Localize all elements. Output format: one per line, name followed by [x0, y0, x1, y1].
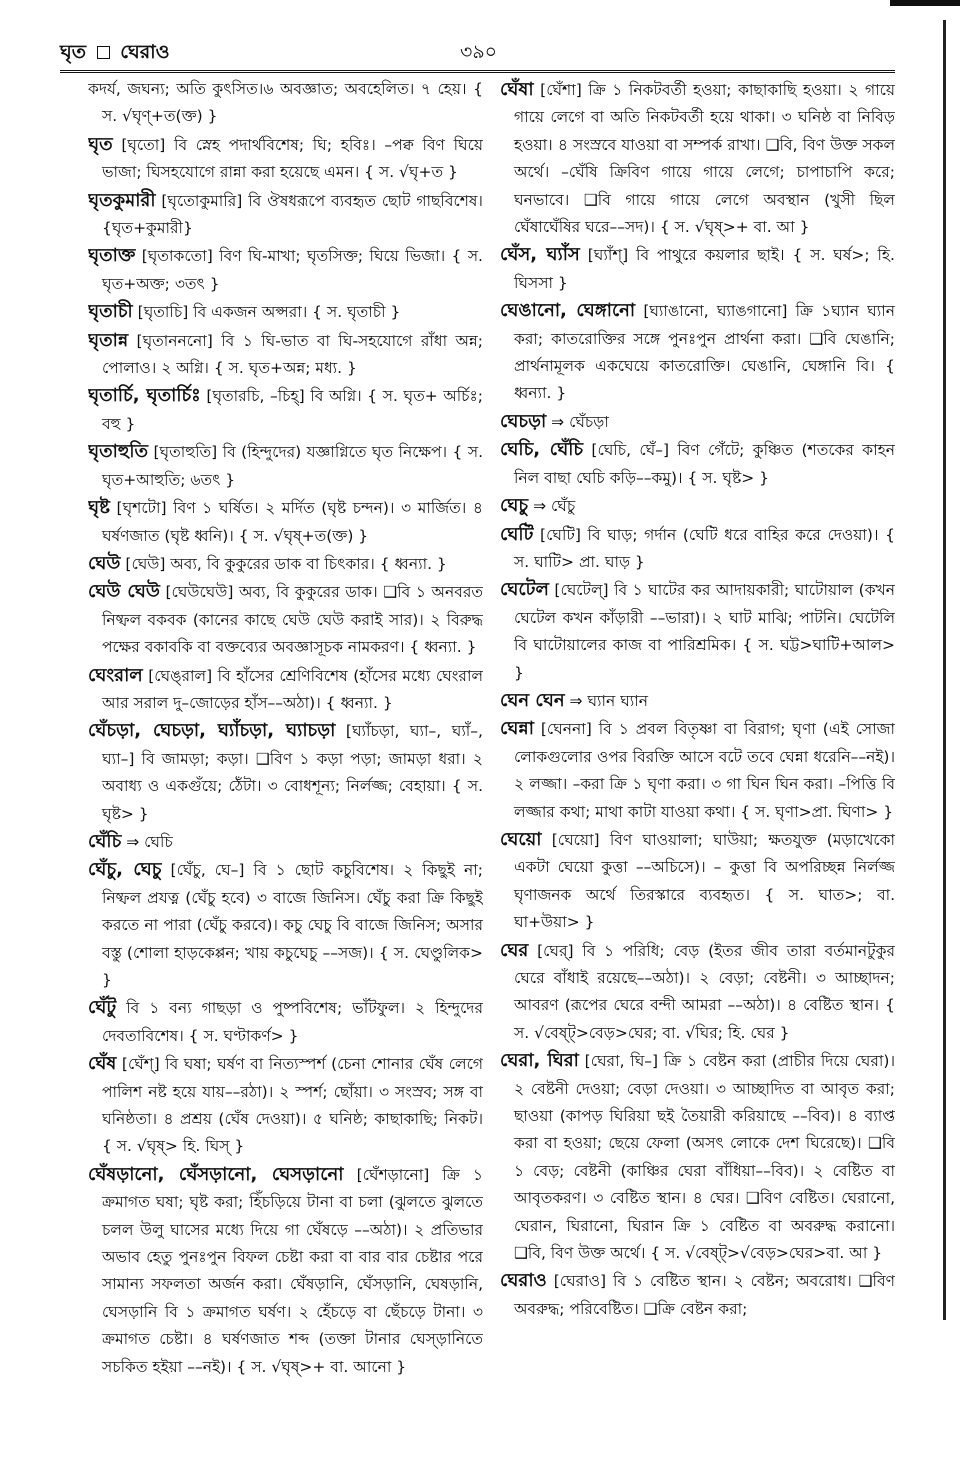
entry-headword: ঘৃতার্চি, ঘৃতার্চিঃ: [88, 385, 201, 407]
dictionary-entry: [88, 578, 483, 661]
entry-definition: [ঘৃতাচি] বি একজন অপ্সরা। { স. ঘৃতাচী }: [137, 303, 401, 322]
dictionary-entry: [88, 327, 483, 383]
entry-definition: ⇒ ঘেঁচু: [533, 497, 576, 516]
entry-definition: [ঘেঁশড়ানো] ক্রি ১ ক্রমাগত ঘষা; ঘৃষ্ট করা; হিঁচড়িয়ে টানা বা চলা (ঝুলতে ঝুলতে চলল উলু ঘাসের মধ্যে দিয়ে গা ঘেঁষড়ে ––অঠা)। ২ প্রতিভার অভাব হেতু পুনঃপুন বিফল চেষ্টা করা বা বার বার চেষ্টার পরে সামান্য সফলতা অর্জন করা। ঘেঁষড়ানি, ঘেঁসড়ানি, ঘেষড়ানি, ঘেসড়ানি বি ১ ক্রমাগত ঘর্ষণ। ২ হেঁচড়ে বা ছেঁচড়ে টানা। ৩ ক্রমাগত চেষ্টা। ৪ ঘর্ষণজাত শব্দ (তক্তা টানার ঘেস্‌ড়ানিতে সচকিত হইয়া ––নই)। { স. √ঘৃষ্‌>+ বা. আনো }: [102, 1165, 483, 1376]
dictionary-entry: [500, 76, 895, 241]
dictionary-entry: [88, 1050, 483, 1161]
entry-headword: ঘেটি: [500, 523, 534, 545]
entry-headword: ঘেন্না: [500, 718, 534, 740]
entry-definition: [ঘেউঘেউ] অব্য, বি কুকুরের ডাক। ❑বি ১ অনবরত নিষ্ফল বকবক (কানের কাছে ঘেউ ঘেউ করাই সার)। ২ বিরুদ্ধ পক্ষের বকাবকি বা বক্তব্যের অবজ্ঞাসূচক নামকরণ। { ধ্বন্যা. }: [102, 583, 483, 657]
entry-definition: [ঘেটি] বি ঘাড়; গর্দান (ঘেটি ধরে বাহির করে দেওয়া)। { স. ঘাটি> প্রা. ঘাড় }: [514, 525, 895, 571]
dictionary-entry: [500, 492, 895, 520]
dictionary-entry: [88, 187, 483, 243]
guide-word-first: ঘৃত: [60, 41, 86, 63]
dictionary-entry: [500, 297, 895, 408]
entry-definition: ⇒ ঘেচি: [126, 832, 173, 851]
entry-headword: ঘেরা, ঘিরা: [500, 1050, 579, 1072]
entry-definition: কদর্য, জঘন্য; অতি কুৎসিত।৬ অবজ্ঞাত; অবহেলিত। ৭ হেয়। { স. √ঘৃণ্‌+ত(ক্ত) }: [88, 80, 483, 126]
entry-headword: ঘৃতাহুতি: [88, 441, 148, 463]
entry-headword: ঘেঁষ: [88, 1053, 117, 1075]
dictionary-entry: [500, 436, 895, 492]
dictionary-entry: [88, 494, 483, 550]
entry-definition: [ঘৃতাহুতি] বি (হিন্দুদের) যজ্ঞাগ্নিতে ঘৃত নিক্ষেপ। { স. ঘৃত+আহুতি; ৬তৎ }: [102, 443, 483, 489]
entry-headword: ঘেচি, ঘেঁচি: [500, 439, 584, 461]
entry-headword: ঘৃত: [88, 133, 113, 155]
page-number: ৩৯০: [460, 41, 498, 63]
dictionary-entry: [88, 382, 483, 438]
dictionary-entry: [500, 1267, 895, 1323]
entry-definition: ⇒ ঘেঁচড়া: [551, 412, 609, 431]
entry-headword: ঘেঙানো, ঘেঙ্গানো: [500, 300, 636, 322]
entry-definition: [ঘের্] বি ১ পরিধি; বেড় (ইতর জীব তারা বর্তমানটুকুর ঘেরে বাঁধাই রয়েছে––অঠা)। ২ বেড়া; বেষ্টনী। ৩ আচ্ছাদন; আবরণ (রূপের ঘেরে বন্দী আমরা ––অঠা)। ৪ বেষ্টিত স্থান। { স. √বেষ্ট্‌>বেড়>ঘের; বা. √ঘির; হি. ঘের }: [514, 941, 895, 1042]
dictionary-entry: [88, 550, 483, 578]
entry-definition: [ঘেরা, ঘি–] ক্রি ১ বেষ্টন করা (প্রাচীর দিয়ে ঘেরা)। ২ বেষ্টনী দেওয়া; বেড়া দেওয়া। ৩ আচ্ছাদিত বা আবৃত করা; ছাওয়া (কাপড় ঘিরিয়া ছই তৈয়ারী করিয়াছে ––বিব)। ৪ ব্যাপ্ত করা বা হওয়া; ছেয়ে ফেলা (অসৎ লোকে দেশ ঘিরেছে)। ❑বি ১ বেড়; বেষ্টনী (কাঞ্চির ঘেরা বাঁধিয়া––বিব)। ২ বেষ্টিত বা আবৃতকরণ। ৩ বেষ্টিত স্থান। ৪ ঘের। ❑বিণ বেষ্টিত। ঘেরানো, ঘেরান, ঘিরানো, ঘিরান ক্রি ১ বেষ্টিত বা অবরুদ্ধ করানো। ❑বি, বিণ উক্ত অর্থে। { স. √বেষ্ট্‌>√বেড়>ঘের>বা. আ }: [514, 1052, 895, 1263]
dictionary-entry: [500, 241, 895, 297]
dictionary-entry: [88, 76, 483, 131]
entry-definition: [ঘৃতোকুমারি] বি ঔষধরূপে ব্যবহৃত ছোট গাছবিশেষ। {ঘৃত+কুমারী}: [102, 191, 483, 238]
dictionary-entry: [500, 1047, 895, 1267]
entry-definition: বি ১ বন্য গাছড়া ও পুষ্পবিশেষ; ভাঁটফুল। ২ হিন্দুদের দেবতাবিশেষ। { স. ঘণ্টাকর্ণ> }: [102, 999, 483, 1045]
entry-headword: ঘেচড়া: [500, 410, 547, 432]
left-column: [88, 76, 483, 1456]
entry-headword: ঘেউ ঘেউ: [88, 581, 160, 603]
entry-definition: [ঘৃতানননো] বি ১ ঘি-ভাত বা ঘি-সহযোগে রাঁধা অন্ন; পোলাও। ২ অগ্নি। { স. ঘৃত+অন্ন; মধ্য. }: [102, 331, 483, 378]
dictionary-entry: [88, 994, 483, 1050]
dictionary-entry: [500, 826, 895, 937]
entry-definition: [ঘ্যাঙানো, ঘ্যাঙগানো] ক্রি ১ঘ্যান ঘ্যান করা; কাতরোক্তির সঙ্গে পুনঃপুন প্রার্থনা করা। ❑বি ঘেঙানি; প্রার্থনামূলক একঘেয়ে কাতরোক্তি। ঘেঙানি, ঘেঙ্গানি বি। { ধ্বন্যা. }: [514, 302, 895, 403]
guide-word-last: ঘেরাও: [120, 41, 170, 63]
entry-headword: ঘেঁচু, ঘেচু: [88, 859, 162, 881]
entry-headword: ঘেন ঘেন: [500, 689, 565, 711]
header-rule: [60, 70, 895, 73]
entry-headword: ঘেঁস, ঘ্যাঁস: [500, 244, 580, 266]
entry-definition: [ঘেঁশ্] বি ঘষা; ঘর্ষণ বা নিত্যস্পর্শ (চেনা শোনার ঘেঁষ লেগে পালিশ নষ্ট হয়ে যায়––রঠা)। ২ স্পর্শ; ছোঁয়া। ৩ সংস্রব; সঙ্গ বা ঘনিষ্ঠতা। ৪ প্রশ্রয় (ঘেঁষ দেওয়া)। ৫ ঘনিষ্ঠ; কাছাকাছি; নিকট। { স. √ঘৃষ্‌> হি. ঘিস্‌ }: [102, 1055, 483, 1156]
dictionary-entry: [88, 717, 483, 828]
entry-headword: ঘেচু: [500, 495, 529, 517]
dictionary-entry: [500, 408, 895, 436]
entry-definition: [ঘেটেল্] বি ১ ঘাটের কর আদায়কারী; ঘাটোয়াল (কখন ঘেটেল কখন কাঁড়ারী ––ভারা)। ২ ঘাট মাঝি; পাটনি। ঘেটেলি বি ঘাটোয়ালের কাজ বা পারিশ্রমিক। { স. ঘট্ট>ঘাটি+আল> }: [514, 581, 895, 682]
entry-definition: [ঘেরাও] বি ১ বেষ্টিত স্থান। ২ বেষ্টন; অবরোধ। ❑বিণ অবরুদ্ধ; পরিবেষ্টিত। ❑ক্রি বেষ্টন করা;: [514, 1272, 895, 1318]
dictionary-entry: [500, 521, 895, 577]
entry-headword: ঘেটেল: [500, 579, 549, 601]
right-column: [500, 76, 895, 1456]
entry-definition: [ঘেঙ্‌রাল] বি হাঁসের শ্রেণিবিশেষ (হাঁসের মধ্যে ঘেংরাল আর সরাল দু–জোড়ের হাঁস––অঠা)। { ধ্বন্যা. }: [102, 666, 483, 712]
dictionary-entry: [500, 715, 895, 826]
entry-definition: [ঘেউ] অব্য, বি কুকুরের ডাক বা চিৎকার। { ধ্বন্যা. }: [125, 554, 447, 573]
entry-definition: [ঘেয়ো] বিণ ঘাওয়ালা; ঘাউয়া; ক্ষতযুক্ত (মড়াখেকো একটা ঘেয়ো কুত্তা ––অচিসে)। – কুত্তা বি অপরিচ্ছন্ন নির্লজ্জ ঘৃণাজনক অর্থে তিরস্কারে ব্যবহৃত। { স. ঘাত>; বা. ঘা+উয়া> }: [514, 830, 895, 932]
guide-words: [60, 38, 170, 70]
entry-definition: [ঘেঁশা] ক্রি ১ নিকটবর্তী হওয়া; কাছাকাছি হওয়া। ২ গায়ে গায়ে লেগে বা অতি নিকটবর্তী হয়ে থাকা। ৩ ঘনিষ্ঠ বা নিবিড় হওয়া। ৪ সংস্রবে যাওয়া বা সম্পর্ক রাখা। ❑বি, বিণ উক্ত সকল অর্থে। –ঘেঁষি ক্রিবিণ গায়ে গায়ে লেগে; চাপাচাপি করে; ঘনভাবে। ❑বি গায়ে গায়ে লেগে অবস্থান (খুসী ছিল ঘেঁষাঘেঁষির ঘরে––সদ)। { স. √ঘৃষ্‌>+ বা. আ }: [514, 81, 895, 237]
dictionary-entry: [88, 828, 483, 856]
entry-definition: [ঘেচি, ঘেঁ–] বিণ গেঁটে; কুঞ্চিত (শতকের কাহন নিল বাছা ঘেচি কড়ি––কমু)। { স. ঘৃষ্ট> }: [514, 441, 895, 487]
entry-definition: [ঘেননা] বি ১ প্রবল বিতৃষ্ণা বা বিরাগ; ঘৃণা (এই সোজা লোকগুলোর ওপর বিরক্তি আসে বটে তবে ঘেন্না ধরেনি––নই)। ২ লজ্জা। –করা ক্রি ১ ঘৃণা করা। ৩ গা ঘিন ঘিন করা। –পিত্তি বি লজ্জার কথা; মাথা কাটা যাওয়া কথা। { স. ঘৃণা>প্রা. ঘিণা> }: [514, 720, 895, 821]
binding-edge: [943, 20, 946, 1320]
entry-headword: ঘেউ: [88, 552, 121, 574]
entry-definition: [ঘৃশটো] বিণ ১ ঘর্ষিত। ২ মর্দিত (ঘৃষ্ট চন্দন)। ৩ মার্জিত। ৪ ঘর্ষণজাত (ঘৃষ্ট ধ্বনি)। { স. √ঘৃষ্‌+ত(ক্ত) }: [102, 499, 483, 545]
dictionary-entry: [500, 687, 895, 715]
entry-headword: ঘৃতাচী: [88, 301, 133, 323]
entry-headword: ঘেঁচি: [88, 830, 122, 852]
entry-headword: ঘৃষ্ট: [88, 497, 110, 519]
dictionary-entry: [88, 438, 483, 494]
scan-edge-mark: [890, 0, 960, 6]
entry-headword: ঘেঁচড়া, ঘেচড়া, ঘ্যাঁচড়া, ঘ্যাচড়া: [88, 720, 336, 742]
dictionary-entry: [500, 937, 895, 1048]
entry-definition: [ঘেঁচু, ঘে–] বি ১ ছোট কচুবিশেষ। ২ কিছুই না; নিষ্ফল প্রযত্ন (ঘেঁচু হবে) ৩ বাজে জিনিস। ঘেঁচু করা ক্রি কিছুই করতে না পারা (ঘেঁচু করবে)। কচু ঘেচু বি বাজে জিনিস; অসার বস্তু (শোলা হাড়কেপ্পন; খায় কচুঘেচু ––সজ)। { স. ঘেণ্ডুলিক> }: [102, 861, 483, 989]
entry-headword: ঘৃতাক্ত: [88, 245, 136, 267]
entry-headword: ঘের: [500, 939, 529, 961]
entry-definition: [ঘৃতারচি, –চিহ্] বি অগ্নি। { স. ঘৃত+ অর্চিঃ; বহু }: [102, 387, 483, 433]
entry-headword: ঘেঁটু: [88, 997, 117, 1019]
separator-box-icon: [97, 46, 110, 59]
entry-headword: ঘেরাও: [500, 1270, 547, 1292]
page-header: [60, 36, 880, 64]
entry-definition: ⇒ ঘ্যান ঘ্যান: [569, 691, 649, 710]
dictionary-entry: [88, 131, 483, 187]
entry-headword: ঘেংরাল: [88, 664, 143, 686]
entry-definition: [ঘৃতাকতো] বিণ ঘি-মাখা; ঘৃতসিক্ত; ঘিয়ে ভিজা। { স. ঘৃত+অক্ত; ৩তৎ }: [102, 247, 483, 293]
dictionary-entry: [88, 856, 483, 994]
entry-headword: ঘেয়ো: [500, 828, 542, 850]
dictionary-entry: [500, 576, 895, 687]
dictionary-entry: [88, 298, 483, 326]
entry-headword: ঘৃতান্ন: [88, 329, 129, 351]
entry-definition: [ঘ্যাঁচড়া, ঘ্যা–, ঘ্যাঁ–, ঘ্যা–] বি জামড়া; কড়া। ❑বিণ ১ কড়া পড়া; জামড়া ধরা। ২ অবাধ্য ও একগুঁয়ে; ঠেঁটা। ৩ বোধশূন্য; নির্লজ্জ; বেহায়া। { স. ঘৃষ্ট> }: [102, 722, 483, 823]
dictionary-entry: [88, 242, 483, 298]
entry-definition: [ঘৃতো] বি স্নেহ পদার্থবিশেষ; ঘি; হবিঃ। –পক্ব বিণ ঘিয়ে ভাজা; ঘিসহযোগে রান্না করা হয়েছে এমন। { স. √ঘৃ+ত }: [102, 135, 483, 182]
entry-headword: ঘৃতকুমারী: [88, 189, 156, 211]
dictionary-entry: [88, 1161, 483, 1381]
dictionary-entry: [88, 662, 483, 718]
entry-headword: ঘেঁষা: [500, 79, 534, 100]
entry-definition: [ঘ্যাঁশ্] বি পাথুরে কয়লার ছাই। { স. ঘর্ষ>; হি. ঘিসসা }: [514, 246, 895, 292]
entry-headword: ঘেঁষড়ানো, ঘেঁসড়ানো, ঘেসড়ানো: [88, 1163, 344, 1185]
